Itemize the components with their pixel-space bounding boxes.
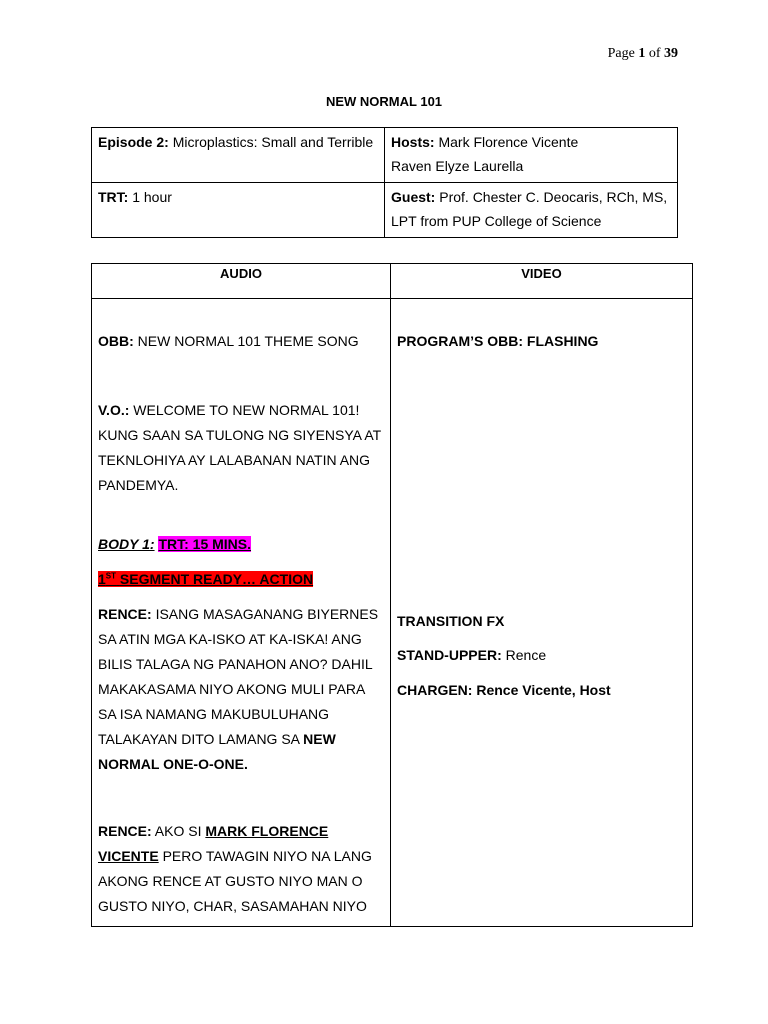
guest-value: Prof. Chester C. Deocaris, RCh, MS, [439, 189, 668, 205]
segment-text: SEGMENT READY… ACTION [119, 571, 314, 587]
vo-line-3: TEKNLOHIYA AY LALABANAN NATIN ANG [98, 452, 371, 468]
episode-info-table [91, 127, 678, 238]
guest-value-2: LPT from PUP College of Science [391, 213, 602, 229]
script-header-row [92, 264, 693, 299]
rence-1-label: RENCE: [98, 606, 152, 622]
episode-label: Episode 2: [98, 134, 169, 150]
rence-2-line-4: GUSTO NIYO, CHAR, SASAMAHAN NIYO [98, 898, 367, 914]
trt-value: 1 hour [132, 189, 172, 205]
obb-text: NEW NORMAL 101 THEME SONG [137, 333, 359, 349]
audio-rence-2 [98, 819, 384, 919]
rence-1-bold-2: NORMAL ONE-O-ONE. [98, 756, 248, 772]
hosts-label: Hosts: [391, 134, 435, 150]
rence-2-pre: AKO SI [154, 823, 202, 839]
body-label: BODY 1: [98, 536, 155, 552]
script-table [91, 263, 693, 927]
script-body-row [92, 299, 693, 927]
audio-voiceover [98, 398, 384, 498]
info-row-trt [92, 183, 678, 238]
guest-cell [385, 183, 678, 238]
segment-ordinal: ST [105, 571, 117, 581]
rence-1-line-4: MAKAKASAMA NIYO AKONG MULI PARA [98, 681, 366, 697]
rence-1-line-5: SA ISA NAMANG MAKUBULUHANG [98, 706, 330, 722]
audio-rence-1 [98, 602, 384, 777]
vo-line-2: KUNG SAAN SA TULONG NG SIYENSYA AT [98, 427, 382, 443]
audio-body-heading [98, 532, 384, 557]
document-title: NEW NORMAL 101 [325, 94, 443, 109]
episode-cell [92, 128, 385, 183]
obb-label: OBB: [98, 333, 134, 349]
page-total: 39 [664, 46, 678, 61]
hosts-cell [385, 128, 678, 183]
episode-value: Microplastics: Small and Terrible [172, 134, 374, 150]
audio-column [92, 299, 391, 927]
host-1: Mark Florence Vicente [438, 134, 579, 150]
rence-2-label: RENCE: [98, 823, 152, 839]
segment-highlight [98, 571, 313, 587]
rence-2-line-3: AKONG RENCE AT GUSTO NIYO MAN O [98, 873, 363, 889]
page-current: 1 [638, 46, 646, 61]
rence-1-line-6: TALAKAYAN DITO LAMANG SA [98, 731, 300, 747]
video-standupper [397, 643, 686, 668]
video-chargen: CHARGEN: Rence Vicente, Host [397, 682, 611, 698]
body-trt-highlight: TRT: 15 MINS. [158, 536, 252, 552]
guest-label: Guest: [391, 189, 436, 205]
standupper-value: Rence [505, 647, 547, 663]
video-header: VIDEO [391, 264, 693, 299]
info-row-episode [92, 128, 678, 183]
video-column [391, 299, 693, 927]
trt-label: TRT: [98, 189, 129, 205]
trt-cell [92, 183, 385, 238]
rence-1-line-2: SA ATIN MGA KA-ISKO AT KA-ISKA! ANG [98, 631, 362, 647]
page-of: of [648, 46, 661, 61]
audio-obb [98, 329, 384, 354]
audio-segment-heading [98, 567, 384, 592]
rence-2-name-1: MARK FLORENCE [205, 823, 329, 839]
segment-number: 1 [98, 571, 106, 587]
rence-1-line-1: ISANG MASAGANANG BIYERNES [155, 606, 379, 622]
vo-label: V.O.: [98, 402, 130, 418]
host-2: Raven Elyze Laurella [391, 158, 524, 174]
vo-line-4: PANDEMYA. [98, 477, 179, 493]
standupper-label: STAND-UPPER: [397, 647, 502, 663]
page-number [608, 46, 678, 62]
video-obb: PROGRAM’S OBB: FLASHING [397, 333, 599, 349]
vo-line-1: WELCOME TO NEW NORMAL 101! [133, 402, 360, 418]
audio-header: AUDIO [92, 264, 391, 299]
rence-2-line-2-rest: PERO TAWAGIN NIYO NA LANG [162, 848, 372, 864]
page-word: Page [607, 46, 635, 61]
rence-1-line-3: BILIS TALAGA NG PANAHON ANO? DAHIL [98, 656, 373, 672]
rence-1-bold-1: NEW [303, 731, 336, 747]
rence-2-name-2: VICENTE [98, 848, 159, 864]
video-transition: TRANSITION FX [397, 613, 505, 629]
